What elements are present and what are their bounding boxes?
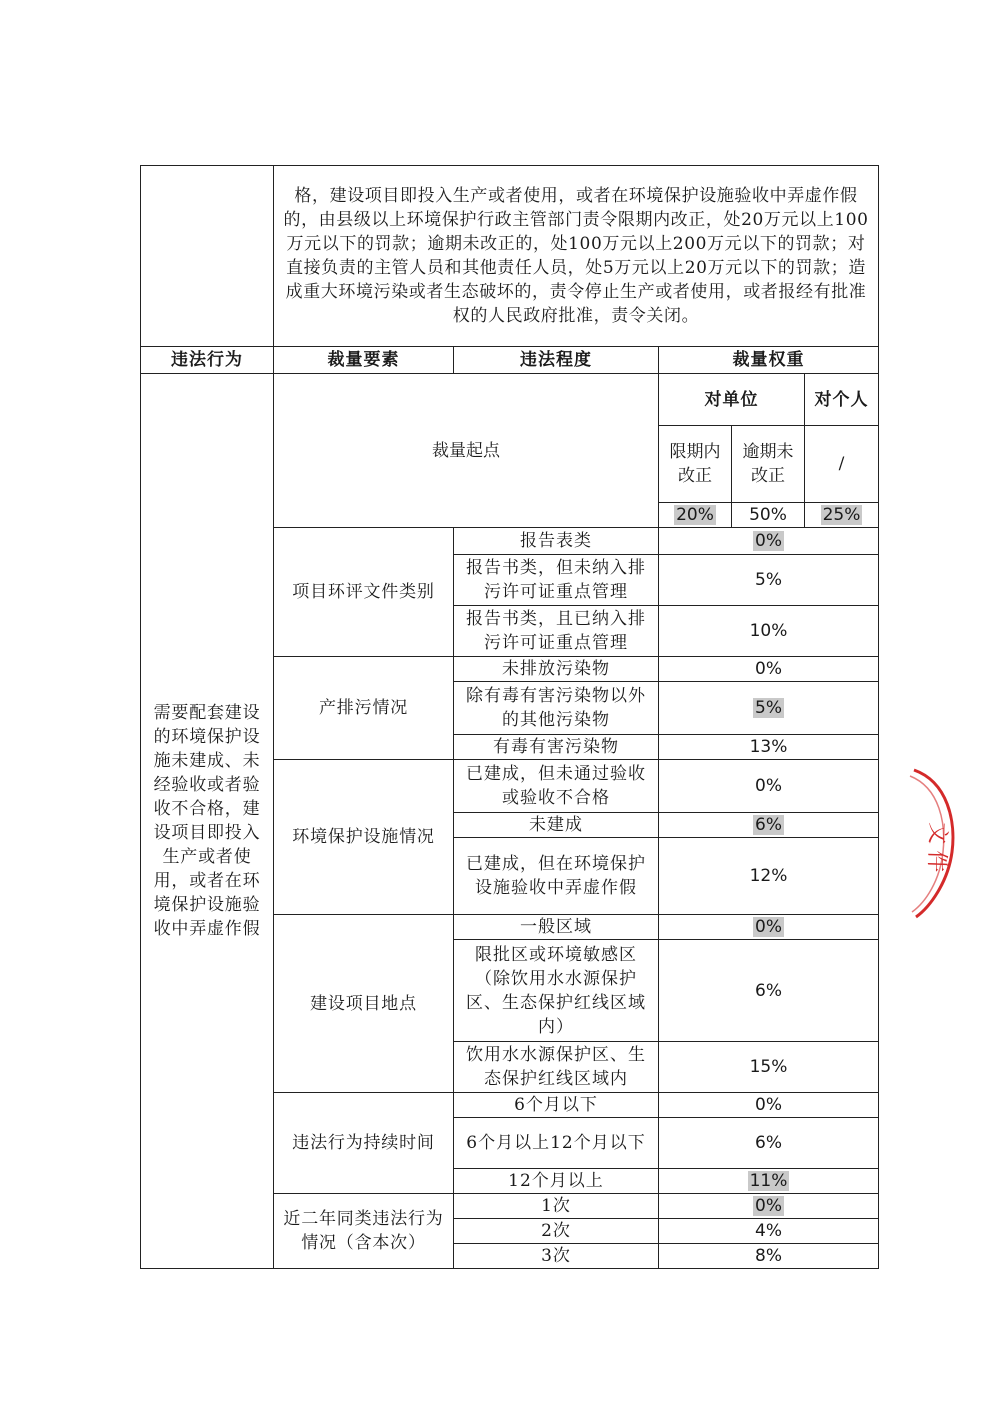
weight-value: 0% [755,1196,782,1216]
degree-cell: 1次 [454,1194,659,1219]
degree-cell: 有毒有害污染物 [454,735,659,760]
weight-subheader-row [141,374,879,426]
weight-value: 5% [755,698,782,718]
weight-cell [659,528,879,555]
baseline-individual-pct [805,503,879,528]
degree-cell: 报告表类 [454,528,659,555]
factor-cell: 近二年同类违法行为情况（含本次） [274,1194,454,1269]
header-weight: 裁量权重 [659,347,879,374]
degree-cell: 未建成 [454,813,659,838]
degree-cell: 饮用水水源保护区、生态保护红线区域内 [454,1042,659,1093]
weight-value: 0% [755,917,782,937]
weight-cell: 8% [659,1244,879,1269]
weight-cell: 12% [659,838,879,915]
baseline-individual-value: 25% [822,505,861,525]
weight-cell: 13% [659,735,879,760]
weight-cell: 0% [659,657,879,682]
weight-cell [659,915,879,940]
overdue-label: 逾期未改正 [732,426,805,503]
weight-cell: 0% [659,1093,879,1118]
blank-cell [141,166,274,347]
baseline-overdue-pct: 50% [732,503,805,528]
weight-cell: 5% [659,555,879,606]
degree-cell: 3次 [454,1244,659,1269]
factor-cell: 环境保护设施情况 [274,760,454,915]
top-paragraph: 格，建设项目即投入生产或者使用，或者在环境保护设施验收中弄虚作假的，由县级以上环境保护行政主管部门责令限期内改正，处20万元以上100万元以下的罚款；逾期未改正的，处100万元以上200万元以下的罚款；对直接负责的主管人员和其他责任人员，处5万元以上20万元以下的罚款；造成重大环境污染或者生态破坏的，责令停止生产或者使用，或者报经有批准权的人民政府批准，责令关闭。 [274,166,879,347]
weight-cell: 10% [659,606,879,657]
baseline-deadline-pct [659,503,732,528]
factor-cell: 建设项目地点 [274,915,454,1093]
degree-cell: 除有毒有害污染物以外的其他污染物 [454,682,659,735]
seal-text: 文件 [923,821,950,879]
header-factor: 裁量要素 [274,347,454,374]
red-seal-stamp [908,762,1000,922]
degree-cell: 2次 [454,1219,659,1244]
baseline-label: 裁量起点 [274,374,659,528]
degree-cell: 6个月以上12个月以下 [454,1118,659,1169]
factor-cell: 违法行为持续时间 [274,1093,454,1194]
weight-cell: 6% [659,940,879,1042]
header-row [141,347,879,374]
degree-cell: 已建成，但未通过验收或验收不合格 [454,760,659,813]
weight-cell [659,1169,879,1194]
weight-individual-label: 对个人 [805,374,879,426]
weight-cell: 0% [659,760,879,813]
factor-cell: 产排污情况 [274,657,454,760]
weight-unit-label: 对单位 [659,374,805,426]
weight-cell: 6% [659,1118,879,1169]
degree-cell: 6个月以下 [454,1093,659,1118]
discretion-table [140,165,879,1269]
weight-value: 0% [755,531,782,551]
baseline-deadline-value: 20% [676,505,714,525]
header-degree: 违法程度 [454,347,659,374]
weight-cell: 15% [659,1042,879,1093]
degree-cell: 已建成，但在环境保护设施验收中弄虚作假 [454,838,659,915]
degree-cell: 报告书类，但未纳入排污许可证重点管理 [454,555,659,606]
weight-cell [659,1194,879,1219]
degree-cell: 一般区域 [454,915,659,940]
weight-cell [659,813,879,838]
weight-cell: 4% [659,1219,879,1244]
factor-cell: 项目环评文件类别 [274,528,454,657]
header-violation: 违法行为 [141,347,274,374]
degree-cell: 限批区或环境敏感区（除饮用水水源保护区、生态保护红线区域内） [454,940,659,1042]
degree-cell: 12个月以上 [454,1169,659,1194]
individual-slash: / [805,426,879,503]
degree-cell: 报告书类，且已纳入排污许可证重点管理 [454,606,659,657]
weight-value: 11% [749,1171,788,1191]
degree-cell: 未排放污染物 [454,657,659,682]
paragraph-row [141,166,879,347]
weight-cell [659,682,879,735]
weight-value: 6% [755,815,782,835]
violation-description: 需要配套建设的环境保护设施未建成、未经验收或者验收不合格，建设项目即投入生产或者使用，或者在环境保护设施验收中弄虚作假 [141,374,274,1269]
deadline-correction-label: 限期内改正 [659,426,732,503]
